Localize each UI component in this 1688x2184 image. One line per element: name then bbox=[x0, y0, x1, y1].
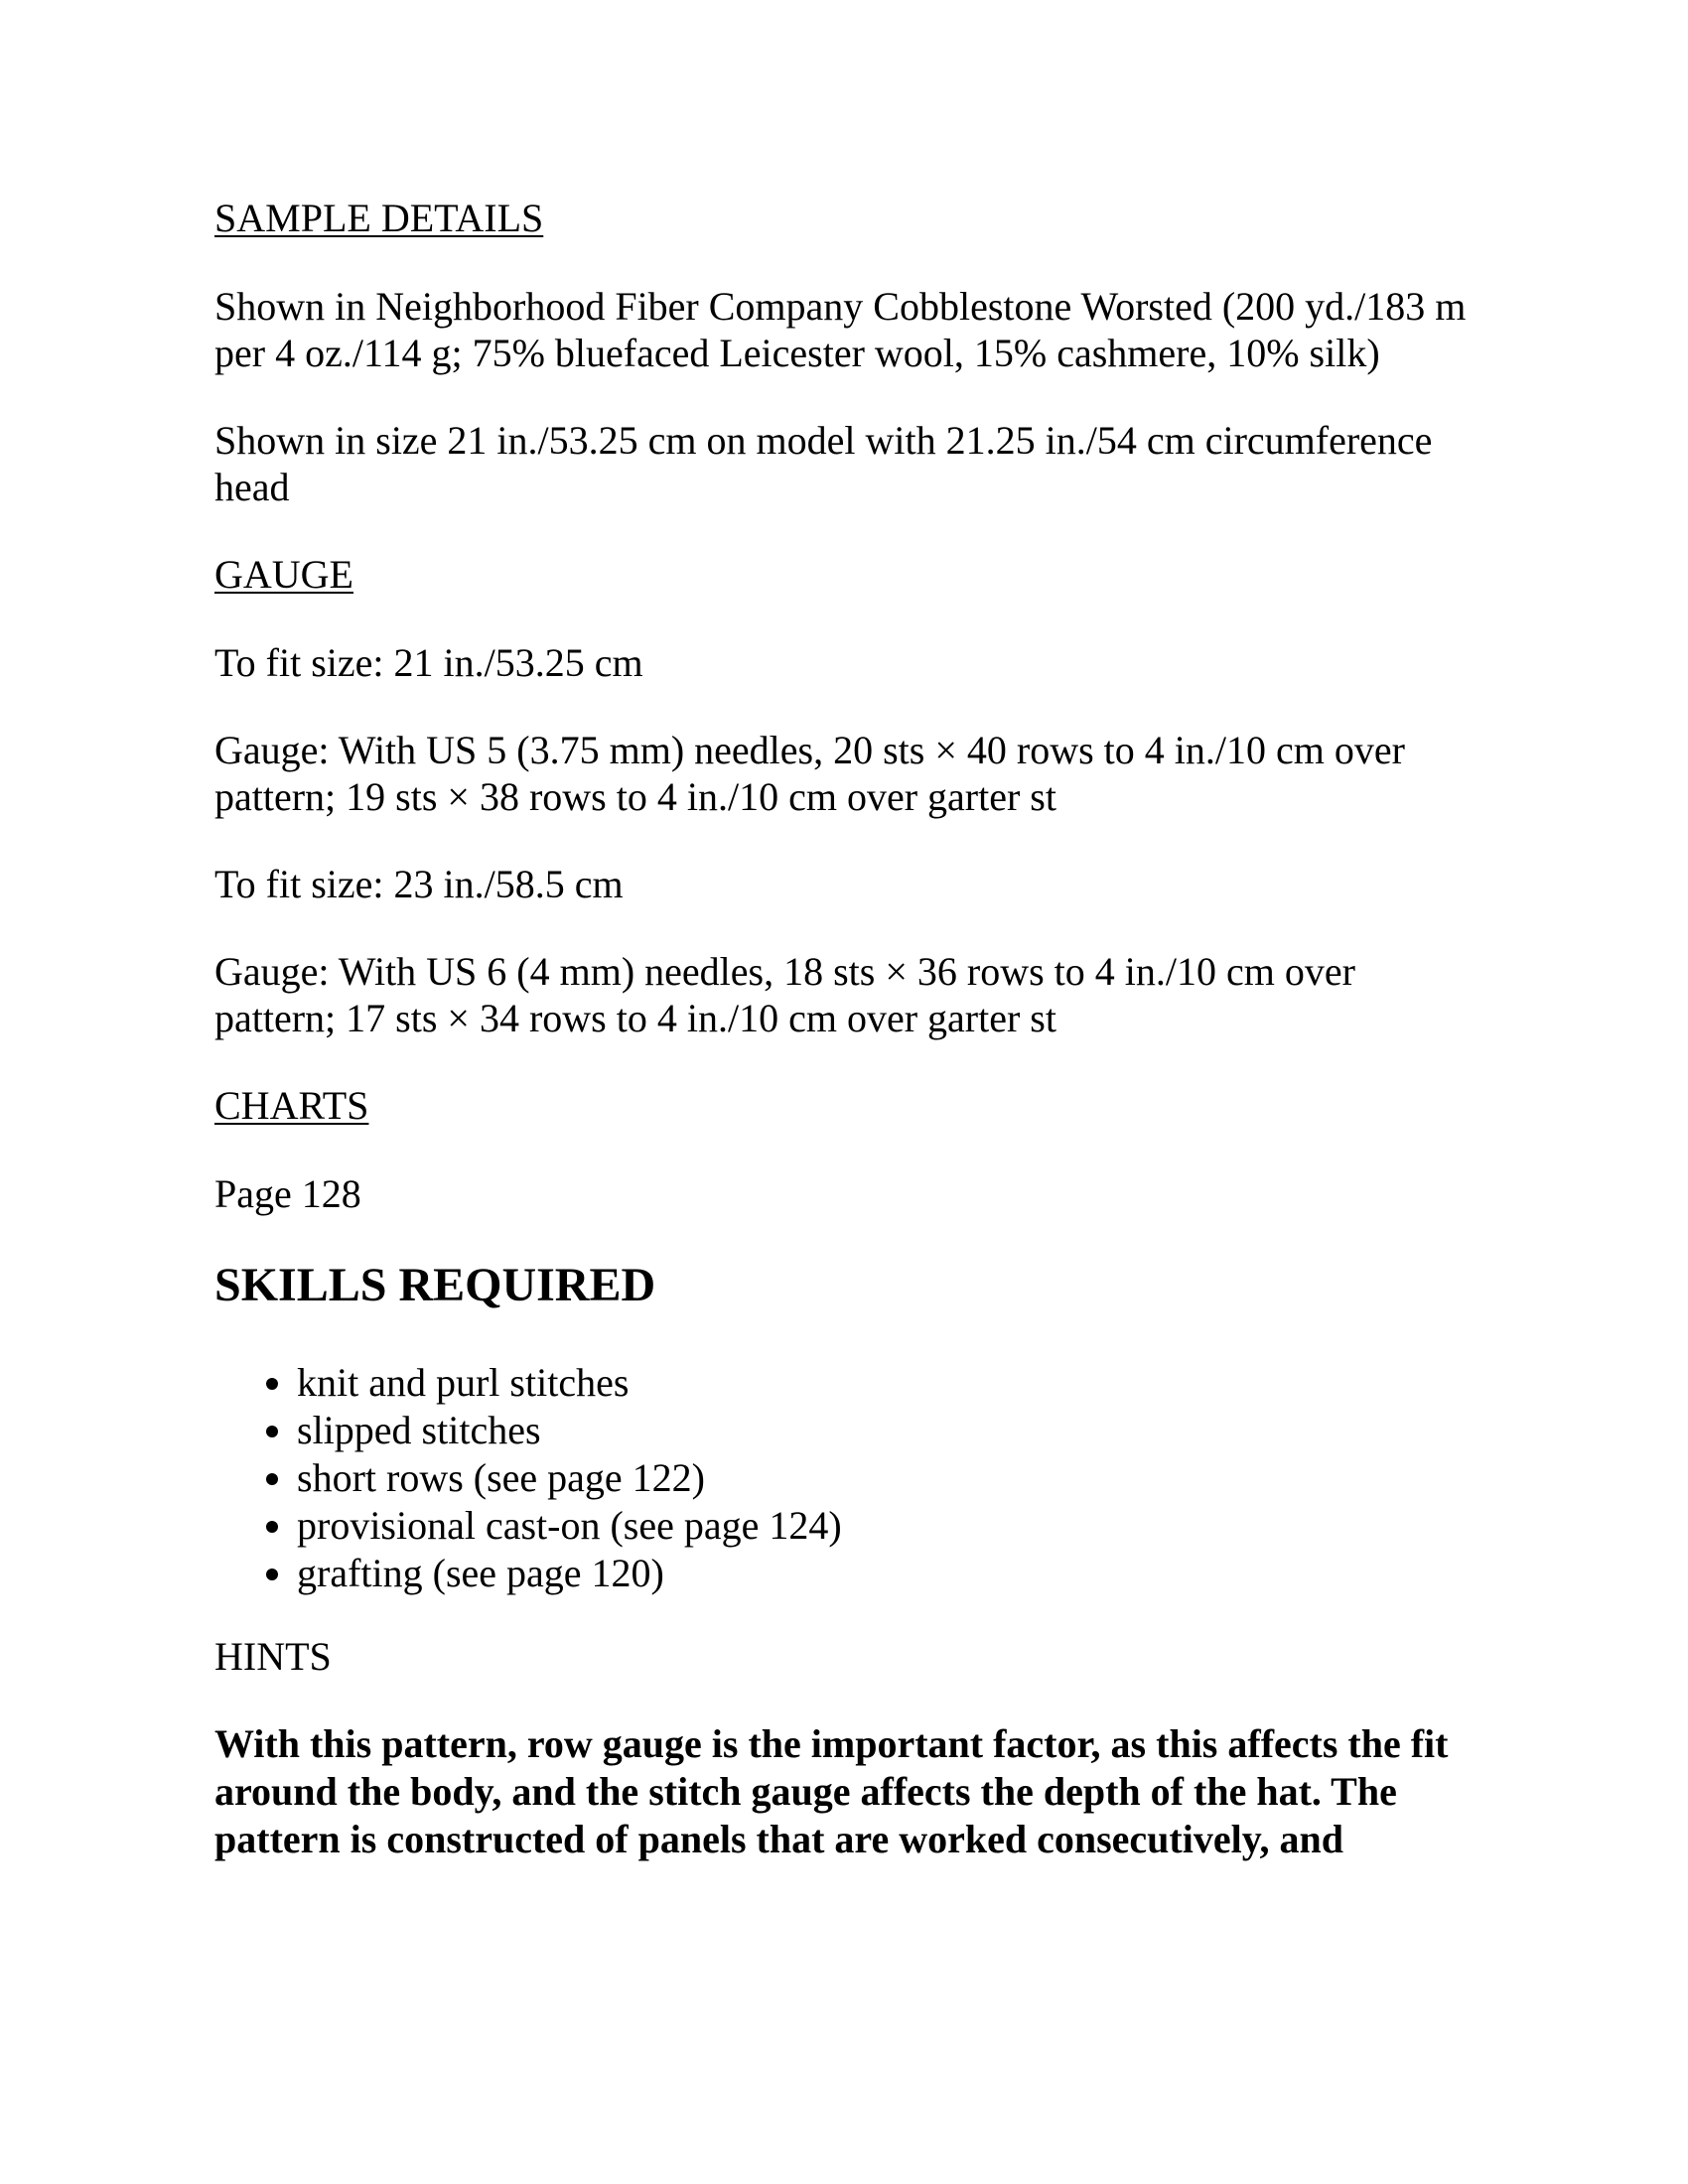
gauge-text-2: Gauge: With US 6 (4 mm) needles, 18 sts × 36 rows to 4 in./10 cm over pattern; 17 sts × 34 rows to 4 in./10 cm over garter st bbox=[214, 949, 1355, 1040]
gauge-text-1: Gauge: With US 5 (3.75 mm) needles, 20 sts × 40 rows to 4 in./10 cm over pattern; 19 sts × 38 rows to 4 in./10 cm over garter st bbox=[214, 728, 1405, 819]
document-page bbox=[214, 195, 1485, 1863]
charts-heading: CHARTS bbox=[214, 1083, 369, 1128]
charts-page-reference: Page 128 bbox=[214, 1171, 361, 1216]
fit-size-1: To fit size: 21 in./53.25 cm bbox=[214, 640, 643, 685]
fit-size-2: To fit size: 23 in./58.5 cm bbox=[214, 862, 624, 906]
list-item: • provisional cast-on (see page 124) bbox=[297, 1502, 1485, 1550]
list-item: • slipped stitches bbox=[297, 1407, 1485, 1454]
list-item: • grafting (see page 120) bbox=[297, 1550, 1485, 1597]
sample-details-heading: SAMPLE DETAILS bbox=[214, 196, 544, 240]
yarn-description: Shown in Neighborhood Fiber Company Cobblestone Worsted (200 yd./183 m per 4 oz./114 g; 75% bluefaced Leicester wool, 15% cashmere, 10% silk) bbox=[214, 284, 1467, 375]
skills-required-heading: SKILLS REQUIRED bbox=[214, 1259, 656, 1311]
sample-size-description: Shown in size 21 in./53.25 cm on model with 21.25 in./54 cm circumference head bbox=[214, 418, 1433, 509]
list-item: • knit and purl stitches bbox=[297, 1359, 1485, 1407]
hints-heading: HINTS bbox=[214, 1634, 332, 1679]
gauge-heading: GAUGE bbox=[214, 552, 353, 597]
skills-list bbox=[214, 1359, 1485, 1597]
hints-text: With this pattern, row gauge is the important factor, as this affects the fit around the body, and the stitch gauge affects the depth of the hat. The pattern is constructed of panels that are worked consecutively, and bbox=[214, 1721, 1449, 1861]
list-item: • short rows (see page 122) bbox=[297, 1454, 1485, 1502]
